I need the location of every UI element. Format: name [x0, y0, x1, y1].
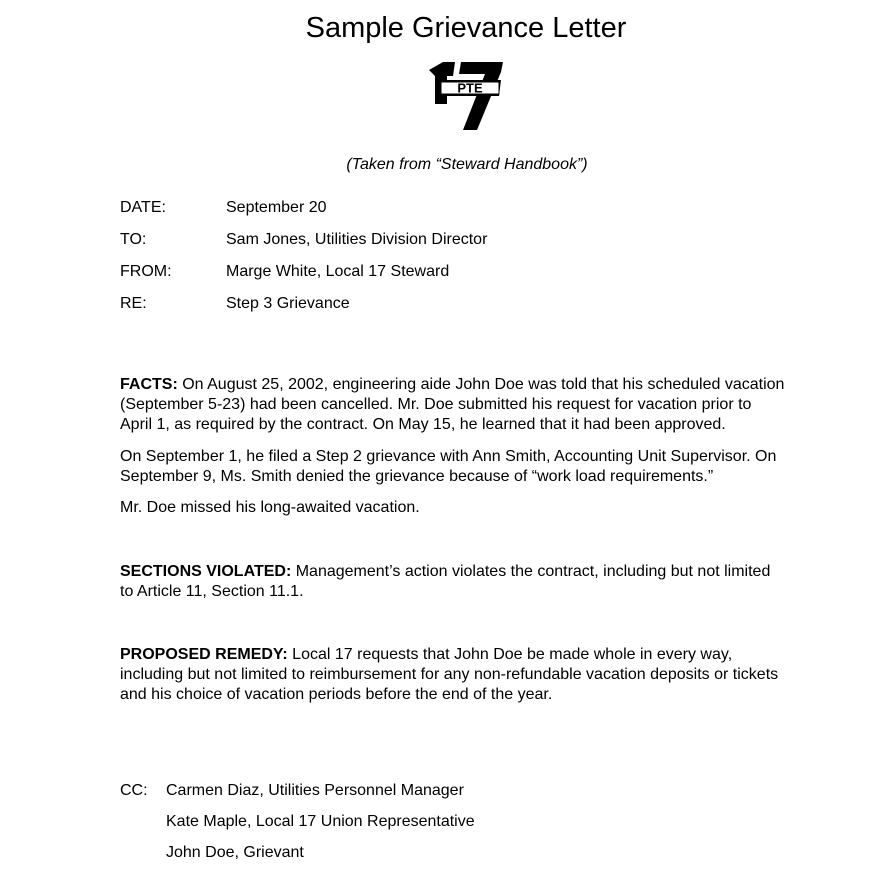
cc-label: CC:: [120, 782, 148, 799]
sections-line: Management’s action violates the contract, including but not limited: [291, 563, 771, 580]
from-label: FROM:: [120, 263, 172, 280]
to-label: TO:: [120, 231, 147, 248]
cc-recipient: Carmen Diaz, Utilities Personnel Manager: [166, 782, 464, 799]
facts-line: Mr. Doe missed his long-awaited vacation.: [120, 499, 420, 516]
re-value: Step 3 Grievance: [226, 295, 350, 312]
remedy-line: Local 17 requests that John Doe be made whole in every way,: [287, 646, 733, 663]
re-label: RE:: [120, 295, 147, 312]
proposed-remedy-paragraph: [120, 645, 820, 705]
sections-line: to Article 11, Section 11.1.: [120, 583, 304, 600]
facts-line: (September 5-23) had been cancelled. Mr. Doe submitted his request for vacation prior to: [120, 396, 752, 413]
letter-title: Sample Grievance Letter: [305, 12, 627, 44]
remedy-line: and his choice of vacation periods before the end of the year.: [120, 686, 553, 703]
date-value: September 20: [226, 199, 327, 216]
facts-paragraph-2: [120, 447, 820, 487]
date-label: DATE:: [120, 199, 166, 216]
remedy-line: including but not limited to reimbursement for any non-refundable vacation deposits or tickets: [120, 666, 779, 683]
remedy-heading: PROPOSED REMEDY:: [120, 646, 288, 663]
source-note: (Taken from “Steward Handbook”): [346, 156, 588, 173]
facts-line: April 1, as required by the contract. On May 15, he learned that it had been approved.: [120, 416, 726, 433]
logo-text: PTE: [457, 80, 483, 96]
sections-violated-paragraph: [120, 562, 820, 602]
pte-17-logo: [425, 58, 505, 132]
from-value: Marge White, Local 17 Steward: [226, 263, 450, 280]
cc-recipient: John Doe, Grievant: [166, 844, 304, 861]
to-value: Sam Jones, Utilities Division Director: [226, 231, 488, 248]
facts-line: On August 25, 2002, engineering aide John Doe was told that his scheduled vacation: [177, 376, 785, 393]
cc-recipient: Kate Maple, Local 17 Union Representative: [166, 813, 475, 830]
facts-paragraph-3: [120, 498, 820, 518]
facts-heading: FACTS:: [120, 376, 178, 393]
facts-line: On September 1, he filed a Step 2 grievance with Ann Smith, Accounting Unit Supervisor. On: [120, 448, 777, 465]
facts-paragraph: [120, 375, 820, 435]
facts-line: September 9, Ms. Smith denied the grievance because of “work load requirements.”: [120, 468, 714, 485]
sections-heading: SECTIONS VIOLATED:: [120, 563, 292, 580]
